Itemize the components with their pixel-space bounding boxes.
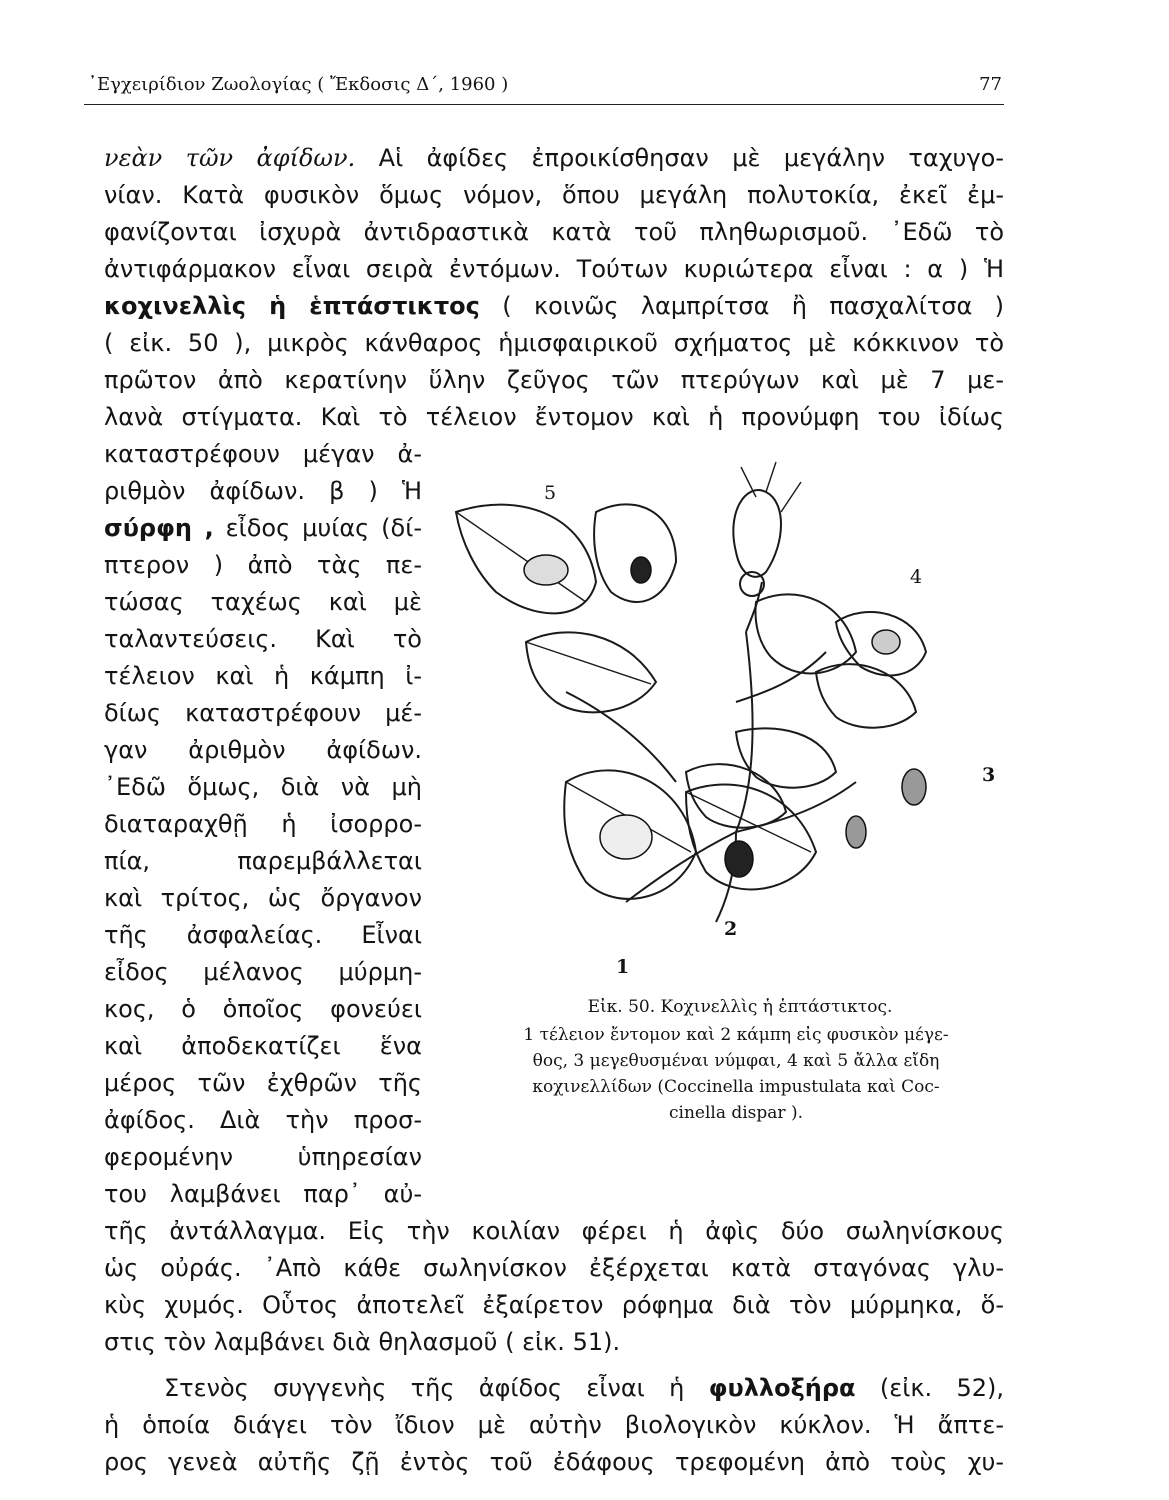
text-line: ταλαντεύσεις. Καὶ τὸ xyxy=(104,625,422,653)
text-line: καταστρέφουν μέγαν ἀ- xyxy=(104,440,422,468)
figure-label-2: 2 xyxy=(724,918,738,940)
figure-caption-title: Εἰκ. 50. Κοχινελλὶς ἡ ἑπτάστικτος. xyxy=(587,997,893,1017)
leaf xyxy=(456,505,596,614)
text-line: στις τὸν λαμβάνει διὰ θηλασμοῦ ( εἰκ. 51). xyxy=(104,1328,621,1356)
ladybird-illustration xyxy=(436,452,1026,992)
text-line: τῆς ἀσφαλείας. Εἶναι xyxy=(104,921,422,949)
beetle-5 xyxy=(524,555,568,585)
text-line: ἀντιφάρμακον εἶναι σειρὰ ἐντόμων. Τούτων κυριώτερα εἶναι : α ) Ἡ xyxy=(104,255,1004,283)
figure-caption-line: θος, 3 μεγεθυσμέναι νύμφαι, 4 καὶ 5 ἄλλα εἴδη xyxy=(532,1051,940,1071)
pupa-3 xyxy=(902,769,926,805)
beetle-4 xyxy=(872,630,900,654)
text-line: λανὰ στίγματα. Καὶ τὸ τέλειον ἔντομον καὶ ἡ προνύμφη του ἰδίως xyxy=(104,403,1004,431)
leaf xyxy=(526,632,656,712)
text-line: Στενὸς συγγενὴς τῆς ἀφίδος εἶναι ἡ φυλλοξήρα (εἰκ. 52), xyxy=(164,1374,1004,1402)
figure-caption-line: 1 τέλειον ἔντομον καὶ 2 κάμπη εἰς φυσικὸν μέγε- xyxy=(523,1025,949,1045)
text-line: καὶ ἀποδεκατίζει ἕνα xyxy=(104,1032,422,1060)
text-line: ( εἰκ. 50 ), μικρὸς κάνθαρος ἡμισφαιρικοῦ σχήματος μὲ κόκκινον τὸ xyxy=(104,329,1004,357)
pupa-3b xyxy=(846,816,866,848)
header-title: ᾿Εγχειρίδιον Ζωολογίας ( Ἔκδοσις Δ΄, 1960 ) xyxy=(88,74,509,95)
text-line: εἶδος μέλανος μύρμη- xyxy=(104,958,422,986)
text-line: ριθμὸν ἀφίδων. β ) Ἡ xyxy=(104,477,422,505)
text-line: μέρος τῶν ἐχθρῶν τῆς xyxy=(104,1069,422,1097)
text-line: πτερον ) ἀπὸ τὰς πε- xyxy=(104,551,422,579)
text-line: του λαμβάνει παρ᾿ αὐ- xyxy=(104,1180,422,1208)
text-line: τώσας ταχέως καὶ μὲ xyxy=(104,588,422,616)
larva-2 xyxy=(725,841,753,877)
stem-left xyxy=(566,692,676,782)
text-line: φανίζονται ἰσχυρὰ ἀντιδραστικὰ κατὰ τοῦ πληθωρισμοῦ. ᾿Εδῶ τὸ xyxy=(104,218,1004,246)
beetle-small xyxy=(631,557,651,583)
text-line: διαταραχθῇ ἡ ἰσορρο- xyxy=(104,810,422,838)
figure-label-4: 4 xyxy=(910,566,923,588)
text-line: κὺς χυμός. Οὗτος ἀποτελεῖ ἐξαίρετον ρόφημα διὰ τὸν μύρμηκα, ὅ- xyxy=(104,1291,1004,1319)
text-line: ἡ ὁποία διάγει τὸν ἴδιον μὲ αὐτὴν βιολογικὸν κύκλον. Ἡ ἄπτε- xyxy=(104,1411,1004,1439)
leaf xyxy=(594,504,676,602)
figure-50 xyxy=(436,452,1026,1012)
text-line: ᾿Εδῶ ὅμως, διὰ νὰ μὴ xyxy=(104,773,422,801)
stem-bud xyxy=(746,582,762,632)
figure-caption-line: cinella dispar ). xyxy=(668,1103,803,1123)
page-number: 77 xyxy=(979,74,1002,95)
text-line: ὡς οὐράς. ᾿Απὸ κάθε σωληνίσκον ἐξέρχεται κατὰ σταγόνας γλυ- xyxy=(104,1254,1004,1282)
rose-bud xyxy=(733,490,781,577)
text-line: φερομένην ὑπηρεσίαν xyxy=(104,1143,422,1171)
text-line: κος, ὁ ὁποῖος φονεύει xyxy=(104,995,422,1023)
text-line: νεὰν τῶν ἀφίδων. Αἱ ἀφίδες ἐπροικίσθησαν μὲ μεγάλην ταχυγο- xyxy=(104,144,1004,172)
text-line: κοχινελλὶς ἡ ἑπτάστικτος ( κοινῶς λαμπρίτσα ἢ πασχαλίτσα ) xyxy=(104,292,1005,320)
text-line: τέλειον καὶ ἡ κάμπη ἰ- xyxy=(104,662,422,690)
figure-label-5: 5 xyxy=(544,482,557,504)
text-line: πία, παρεμβάλλεται xyxy=(104,847,422,875)
text-line: τῆς ἀντάλλαγμα. Εἰς τὴν κοιλίαν φέρει ἡ ἀφὶς δύο σωληνίσκους xyxy=(104,1217,1004,1245)
text-line: δίως καταστρέφουν μέ- xyxy=(104,699,422,727)
text-line: πρῶτον ἀπὸ κερατίνην ὕλην ζεῦγος τῶν πτερύγων καὶ μὲ 7 με- xyxy=(104,366,1004,394)
leaf xyxy=(756,594,856,673)
text-line: σύρφη , εἶδος μυίας (δί- xyxy=(104,514,422,542)
text-line: καὶ τρίτος, ὡς ὄργανον xyxy=(104,884,422,912)
figure-label-1: 1 xyxy=(616,956,630,978)
figure-label-3: 3 xyxy=(982,764,996,786)
leaf xyxy=(686,785,816,890)
text-line: ρος γενεὰ αὐτῆς ζῇ ἐντὸς τοῦ ἐδάφους τρεφομένη ἀπὸ τοὺς χυ- xyxy=(104,1448,1004,1476)
text-line: ἀφίδος. Διὰ τὴν προσ- xyxy=(104,1106,422,1134)
running-header xyxy=(84,70,1004,105)
text-line: γαν ἀριθμὸν ἀφίδων. xyxy=(104,736,422,764)
text-line: νίαν. Κατὰ φυσικὸν ὅμως νόμον, ὅπου μεγάλη πολυτοκία, ἐκεῖ ἐμ- xyxy=(104,181,1004,209)
figure-caption-line: κοχινελλίδων (Coccinella impustulata καὶ Coc- xyxy=(532,1077,940,1097)
beetle-1 xyxy=(600,815,652,859)
